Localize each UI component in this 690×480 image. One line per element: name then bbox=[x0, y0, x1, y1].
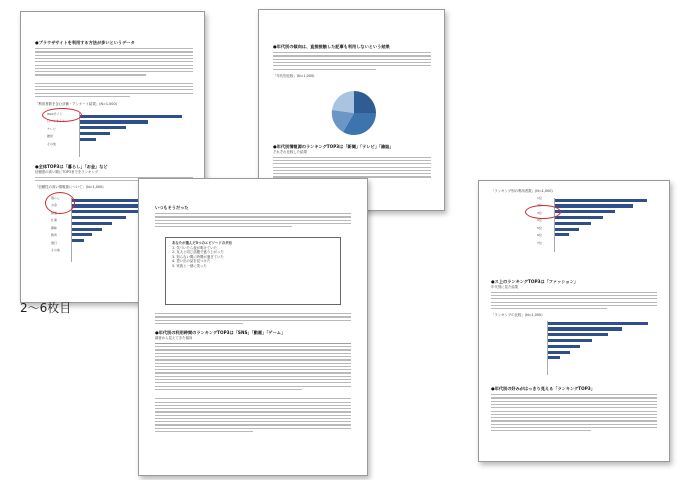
page4-chart1-bar bbox=[555, 216, 603, 219]
page4-chart2-bar bbox=[548, 333, 608, 336]
page3-episode-box bbox=[165, 237, 341, 305]
page3-list-item: 2. 友人と同じ話題で盛り上がった bbox=[172, 250, 224, 255]
page4-chart2-bars bbox=[548, 319, 658, 362]
page4-chart1-label: 4位 bbox=[537, 218, 542, 222]
page4-chart2-bar bbox=[548, 322, 648, 325]
page4-heading-1-sub: 年代別に見た結果 bbox=[491, 285, 519, 289]
page4-chart2-title: 「ランキングの比較」(N=1,000) bbox=[491, 313, 543, 318]
page4-chart1-title: 「ランキング別の利用者数」(N=1,000) bbox=[491, 189, 553, 193]
page2-heading-2: ●年代別情報源のランキングTOP3は「新聞」「テレビ」「雑誌」 bbox=[273, 144, 394, 149]
page4-heading-1: ●ス上のランキングTOP3は「ファッション」 bbox=[491, 279, 578, 284]
page1-chart2-label: お金 bbox=[51, 203, 58, 207]
page4-chart1-bar bbox=[555, 210, 615, 213]
page2-pie-chart bbox=[329, 88, 379, 138]
page1-heading-2: ●全体TOP3は「暮らし」「お金」など bbox=[35, 164, 108, 169]
page4-chart2-bar bbox=[548, 327, 622, 330]
page1-chart1-bar bbox=[80, 138, 96, 141]
page4-chart1-label: 7位 bbox=[537, 241, 542, 245]
page1-chart1-bar bbox=[80, 120, 148, 123]
page4-chart2-bar bbox=[548, 345, 580, 348]
page4-chart1-label: 2位 bbox=[537, 203, 542, 207]
page3-box-title: あなたが選んだ5つのエピソードの共有 bbox=[172, 241, 232, 245]
page1-chart2-bar bbox=[72, 239, 84, 242]
highlight-oval bbox=[525, 205, 561, 219]
page4-chart1-bars bbox=[555, 196, 655, 239]
page1-chart2-bar bbox=[72, 222, 112, 225]
page3-heading-2-sub: 調査から見えてきた傾向 bbox=[155, 336, 193, 341]
highlight-oval bbox=[42, 108, 82, 122]
page3-list-item: 4. 思い出の品を見つけた bbox=[172, 259, 211, 264]
page1-heading-1: ●プラウザサイトを利用する方法が多いというデータ bbox=[35, 40, 135, 45]
page1-chart2-bar bbox=[72, 210, 138, 213]
page4-chart1-bar bbox=[555, 228, 579, 231]
page1-chart1-bar bbox=[80, 126, 126, 129]
page1-chart1-label: 雑誌 bbox=[47, 134, 54, 138]
page1-chart1-label: 口コミサイト bbox=[47, 119, 65, 123]
page4-chart1-label: 6位 bbox=[537, 233, 542, 237]
page1-chart1-bars bbox=[80, 112, 190, 144]
page4-heading-2: ●年代別の好みがはっきり見える「ランキングTOP3」 bbox=[491, 386, 595, 391]
page1-chart1-bar bbox=[80, 115, 182, 118]
page4-chart2-bar bbox=[548, 339, 592, 342]
page1-chart1-bar bbox=[80, 132, 110, 135]
page1-chart1-label: Webサイト bbox=[47, 112, 63, 116]
page1-chart2-label: 仕事 bbox=[51, 218, 58, 222]
highlight-oval bbox=[45, 192, 75, 214]
page3-heading-1: いつもそうだった bbox=[155, 205, 189, 210]
page1-chart2-bar bbox=[72, 216, 126, 219]
page1-heading-2-sub: 信頼度の高い順にTOP3までをランキング bbox=[35, 170, 99, 174]
page4-chart2-bar bbox=[548, 356, 560, 359]
page4-chart1-label: 3位 bbox=[537, 211, 542, 215]
page1-chart2-label: 暮らし bbox=[51, 196, 61, 200]
page3-list-item: 3. 知らない間に時間が過ぎていた bbox=[172, 254, 224, 259]
page4-chart1-label: 5位 bbox=[537, 226, 542, 230]
page1-chart1-label: テレビ bbox=[47, 127, 56, 131]
document-page-4 bbox=[478, 180, 670, 462]
page4-chart1-bar bbox=[555, 233, 569, 236]
page2-heading-2-sub: それぞれ比較した結果 bbox=[273, 150, 307, 154]
page1-chart1-title: 「利用者数を含む評価・アンケート結果」(N=1,000) bbox=[35, 102, 117, 107]
page1-chart2-label: その他 bbox=[51, 248, 61, 252]
page2-heading-1: ●年代別の傾向は、直接接触した記事も利用しないという結果 bbox=[273, 44, 390, 49]
page1-chart2-bar bbox=[72, 233, 92, 236]
page4-chart1-bar bbox=[555, 222, 591, 225]
page1-chart2-label: 旅行 bbox=[51, 241, 58, 245]
pie-slice bbox=[354, 91, 376, 113]
page4-chart1-bar bbox=[555, 199, 647, 202]
page1-chart2-label: 教育 bbox=[51, 233, 58, 237]
page4-chart2-bar bbox=[548, 351, 570, 354]
page-range-caption: 2～6枚目 bbox=[20, 301, 72, 315]
page3-list-item: 1. 気づいたら夜が明けていた bbox=[172, 245, 217, 250]
document-page-3 bbox=[138, 178, 368, 476]
page4-chart1-label: 1位 bbox=[537, 196, 542, 200]
page1-chart2-label: 健康 bbox=[51, 211, 58, 215]
page3-list-item: 5. 家族と一緒に笑った bbox=[172, 263, 207, 268]
page2-pie-title: 「年代別比較」(N=1,000) bbox=[273, 73, 315, 78]
page1-chart1-label: その他 bbox=[47, 142, 57, 146]
page4-chart1-bar bbox=[555, 204, 633, 207]
page1-chart2-bar bbox=[72, 228, 102, 231]
page3-heading-2: ●年代別の利用時間のランキングTOP3は「SNS」「動画」「ゲーム」 bbox=[155, 330, 286, 336]
pie-slice bbox=[332, 91, 354, 113]
page1-chart2-label: 趣味 bbox=[51, 226, 58, 230]
page1-chart2-title: 「信頼性の高い情報源について」(N=1,000) bbox=[35, 185, 104, 190]
